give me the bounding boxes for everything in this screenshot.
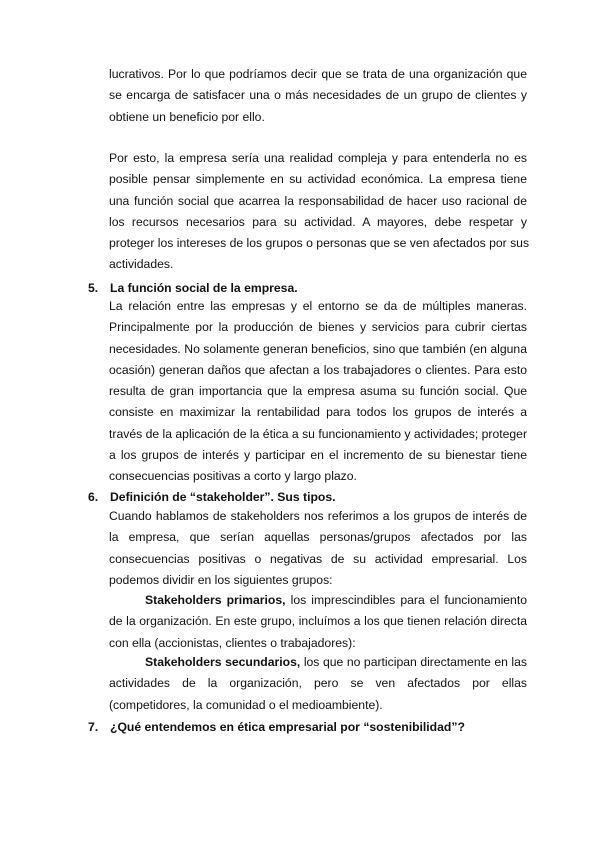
section-title: Definición de “stakeholder”. Sus tipos. bbox=[110, 490, 336, 504]
term-primarios: Stakeholders primarios, bbox=[145, 593, 286, 607]
paragraph-intro-continuation bbox=[109, 64, 527, 128]
term-description: los que no participan directamente en las bbox=[300, 655, 527, 669]
text-line: lucrativos. Por lo que podríamos decir que se trata de una organización que bbox=[109, 67, 527, 81]
text-line: podemos dividir en los siguientes grupos: bbox=[109, 572, 333, 587]
text-line: actividades. bbox=[109, 257, 174, 272]
text-line: Por esto, la empresa sería una realidad compleja y para entenderla no es bbox=[109, 151, 527, 165]
text-line: ocasión) generan daños que afectan a los trabajadores o clientes. Para esto bbox=[109, 362, 527, 377]
text-line: través de la aplicación de la ética a su funcionamiento y actividades; proteger bbox=[109, 426, 528, 441]
text-line: obtiene un beneficio por ello. bbox=[109, 109, 265, 124]
text-line: de la organización. En este grupo, incluímos a los que tienen relación directa bbox=[109, 614, 527, 629]
section-number: 6. bbox=[88, 490, 99, 504]
text-line: actividades de la organización, pero se ven afectados por ellas bbox=[109, 676, 527, 691]
paragraph-funcion-social bbox=[109, 296, 527, 488]
term-secundarios: Stakeholders secundarios, bbox=[145, 655, 301, 669]
paragraph-stakeholders-primarios bbox=[109, 590, 527, 654]
text-line: Cuando hablamos de stakeholders nos referimos a los grupos de interés de bbox=[109, 509, 527, 523]
text-line bbox=[109, 652, 527, 673]
text-line: una función social que acarrea la responsabilidad de hacer uso racional de bbox=[109, 193, 527, 208]
paragraph-stakeholders-secundarios bbox=[109, 652, 527, 716]
section-heading-7 bbox=[88, 717, 465, 738]
section-title: La función social de la empresa. bbox=[110, 281, 298, 295]
text-line: (competidores, la comunidad o el medioambiente). bbox=[109, 697, 383, 712]
section-title: ¿Qué entendemos en ética empresarial por “sostenibilidad”? bbox=[110, 720, 465, 734]
section-heading-6 bbox=[88, 487, 336, 508]
term-description: los imprescindibles para el funcionamiento bbox=[285, 593, 527, 607]
text-line: consiste en maximizar la rentabilidad para todos los grupos de interés a bbox=[109, 405, 527, 420]
text-line: posible pensar simplemente en su actividad económica. La empresa tiene bbox=[109, 172, 527, 187]
text-line: necesidades. No solamente generan beneficios, sino que también (en alguna bbox=[109, 341, 527, 356]
paragraph-empresa-realidad bbox=[109, 148, 530, 276]
text-line: resulta de gran importancia que la empresa asuma su función social. Que bbox=[109, 384, 527, 399]
text-line: los recursos necesarios para su actividad. A mayores, debe respetar y bbox=[109, 214, 527, 229]
text-line: a los grupos de interés y participar en el incremento de su bienestar tiene bbox=[109, 448, 527, 463]
section-number: 5. bbox=[88, 281, 99, 295]
text-line: con ella (accionistas, clientes o trabajadores): bbox=[109, 635, 356, 650]
text-line bbox=[109, 590, 527, 611]
text-line: La relación entre las empresas y el entorno se da de múltiples maneras. bbox=[109, 299, 527, 313]
text-line: proteger los intereses de los grupos o personas que se ven afectados por sus bbox=[109, 236, 530, 251]
text-line: consecuencias positivas a corto y largo plazo. bbox=[109, 469, 357, 484]
text-line: consecuencias positivas o negativas de su actividad empresarial. Los bbox=[109, 551, 527, 566]
text-line: se encarga de satisfacer una o más necesidades de un grupo de clientes y bbox=[109, 88, 527, 103]
text-line: Principalmente por la producción de bienes y servicios para cubrir ciertas bbox=[109, 320, 527, 335]
section-number: 7. bbox=[88, 720, 99, 734]
text-line: la empresa, que serían aquellas personas/grupos afectados por las bbox=[109, 530, 527, 545]
paragraph-stakeholders bbox=[109, 506, 527, 591]
